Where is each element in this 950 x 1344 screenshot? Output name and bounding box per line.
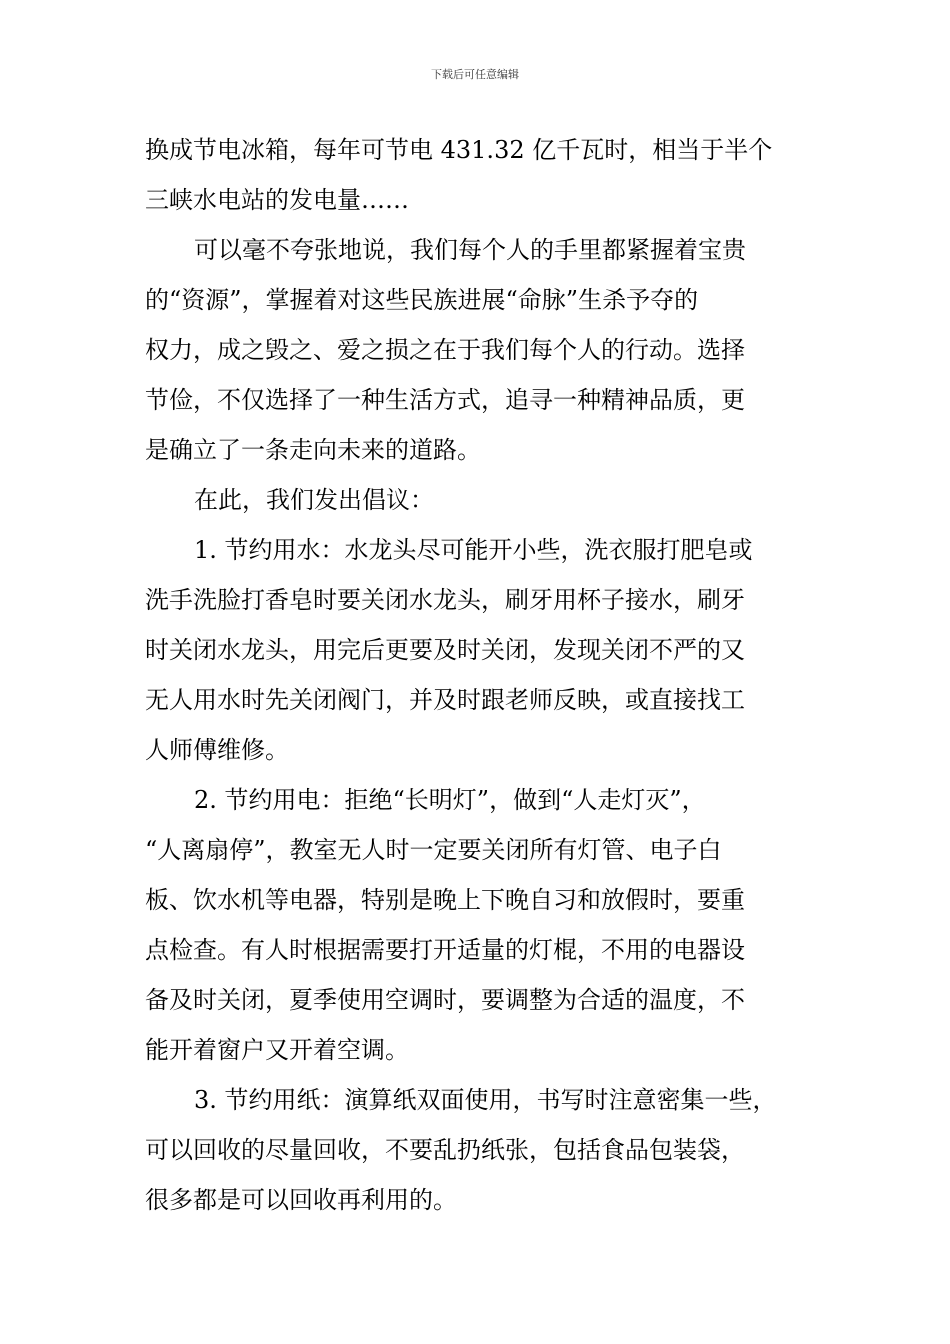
page-header: 下载后可任意编辑 [431,68,519,81]
text-line: 可以回收的尽量回收，不要乱扔纸张，包括食品包装袋， [145,1136,745,1164]
text-line: 无人用水时先关闭阀门，并及时跟老师反映，或直接找工 [145,686,745,714]
text-line: 人师傅维修。 [145,736,289,764]
list-item-electricity-title: 2. 节约用电：拒绝“长明灯”，做到“人走灯灭”， [194,786,706,814]
text-line: 能开着窗户又开着空调。 [145,1036,409,1064]
paragraph-first-line: 在此，我们发出倡议： [194,486,434,514]
list-item-paper-title: 3. 节约用纸：演算纸双面使用，书写时注意密集一些， [194,1086,777,1114]
text-line: 权力，成之毁之、爱之损之在于我们每个人的行动。选择 [145,336,745,364]
text-line: 洗手洗脸打香皂时要关闭水龙头，刷牙用杯子接水，刷牙 [145,586,745,614]
text-line: 时关闭水龙头，用完后更要及时关闭，发现关闭不严的又 [145,636,745,664]
text-line: 是确立了一条走向未来的道路。 [145,436,481,464]
text-line: 备及时关闭，夏季使用空调时，要调整为合适的温度，不 [145,986,745,1014]
text-line: 三峡水电站的发电量…… [145,186,409,214]
text-line: 板、饮水机等电器，特别是晚上下晚自习和放假时，要重 [145,886,745,914]
text-line: 的“资源”，掌握着对这些民族进展“命脉”生杀予夺的 [145,286,699,314]
text-line: “人离扇停”，教室无人时一定要关闭所有灯管、电子白 [145,836,722,864]
text-line: 点检查。有人时根据需要打开适量的灯棍，不用的电器设 [145,936,745,964]
text-line: 换成节电冰箱，每年可节电 431.32 亿千瓦时，相当于半个 [145,136,773,164]
text-line: 节俭，不仅选择了一种生活方式，追寻一种精神品质，更 [145,386,745,414]
paragraph-first-line: 可以毫不夸张地说，我们每个人的手里都紧握着宝贵 [194,236,746,264]
text-line: 很多都是可以回收再利用的。 [145,1186,457,1214]
list-item-water-title: 1. 节约用水：水龙头尽可能开小些，洗衣服打肥皂或 [194,536,753,564]
